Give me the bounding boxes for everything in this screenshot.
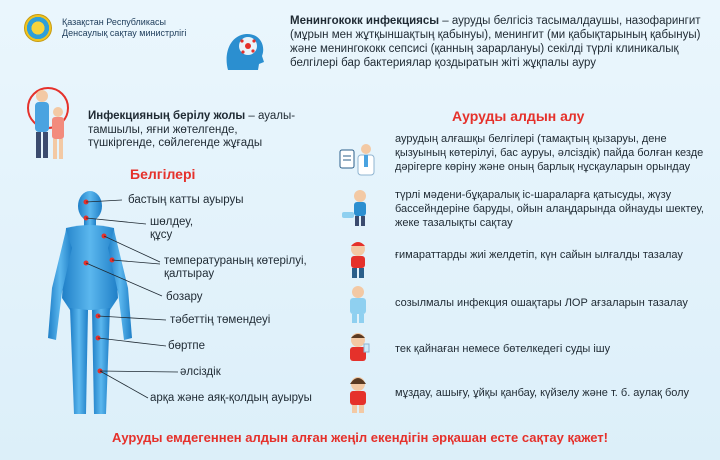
state-emblem-icon — [24, 14, 52, 42]
prevention-item — [338, 240, 710, 284]
prevention-text: созылмалы инфекция ошақтары ЛОР ағзаларын тазалау — [395, 297, 688, 309]
symptom-thirst: шөлдеу, — [150, 216, 194, 228]
human-body-figure — [40, 188, 140, 420]
symptom-back-limb-pain: арқа және аяқ-қолдың ауыруы — [150, 392, 312, 404]
prevention-item — [338, 284, 710, 328]
symptom-headache: бастың катты ауыруы — [128, 194, 244, 206]
intro-text: – ауруды белгісіз тасымалдаушы, назофарингит (мұрын мен жұтқыншақтың қабынуы), менингит (ми қабықтарының қабынуы) және менингококк сепсисі (қанның зарарлануы) секілді түрлі клиникалық белгілері бар бактериялар қоздыратын жіті жұқпалы ауру — [290, 15, 701, 69]
ministry-name — [62, 17, 186, 39]
head-bacteria-icon — [218, 26, 270, 78]
ministry-line-2: Денсаулық сақтау министрлігі — [62, 28, 187, 38]
intro-title: Менингококк инфекциясы — [290, 15, 440, 27]
prevention-text: тек қайнаған немесе бөтелкедегі суды ішу — [395, 343, 611, 355]
symptom-rash: бөртпе — [168, 340, 206, 352]
transmission-text — [88, 110, 308, 151]
transmission-title: Инфекцияның берілу жолы — [88, 110, 246, 122]
symptom-fever: температураның көтерілуі, — [164, 255, 307, 267]
ministry-line-1: Қазақстан Республикасы — [62, 17, 166, 27]
prevention-item — [338, 188, 710, 232]
doctor-clipboard-icon — [338, 140, 378, 180]
prevention-item — [338, 132, 710, 188]
prevention-title: Ауруды алдын алу — [452, 108, 585, 124]
prevention-item — [338, 374, 710, 418]
symptom-weakness: әлсіздік — [180, 366, 221, 378]
child-cleaning-icon — [338, 240, 378, 280]
prevention-item — [338, 330, 710, 374]
symptom-appetite-loss: тәбеттің төмендеуі — [170, 314, 271, 326]
prevention-text: аурудың алғашқы белгілері (тамақтың қызаруы, дене қызуының көтерілуі, бас ауруы, әлсіздік) пайда болған кезде дәрігерге көріну және оның барлық нұсқауларын орындау — [395, 133, 704, 173]
symptom-pallor: бозару — [166, 291, 203, 303]
child-hygiene-icon — [338, 188, 378, 228]
prevention-text: мұздау, ашығу, ұйқы қанбау, күйзелу және т. б. аулақ болу — [395, 387, 690, 399]
symptom-chills: қалтырау — [164, 268, 215, 280]
intro-definition — [290, 14, 710, 70]
prevention-text: ғимараттарды жиі желдетіп, күн сайын ылғалды тазалау — [395, 249, 683, 261]
cold-child-icon — [338, 374, 378, 414]
drinking-water-icon — [338, 330, 378, 370]
transmission-description: – ауалы-тамшылы, яғни жөтелгенде, түшкіргенде, сөйлегенде жұғады — [88, 110, 296, 149]
ent-doctor-icon — [338, 284, 378, 324]
family-sneezing-icon — [18, 82, 78, 174]
symptom-vomiting: құсу — [150, 229, 173, 241]
ministry-header — [24, 14, 186, 42]
symptoms-title: Белгілері — [130, 166, 196, 182]
prevention-text: түрлі мәдени-бұқаралық іс-шараларға қатысуды, жүзу бассейндеріне баруды, ойын алаңдарында ойнауды шектеу, жеке тазалықты сақтау — [395, 189, 704, 229]
footer-slogan: Ауруды емдегеннен алдын алған жеңіл екендігін әрқашан есте сақтау қажет! — [111, 430, 608, 445]
